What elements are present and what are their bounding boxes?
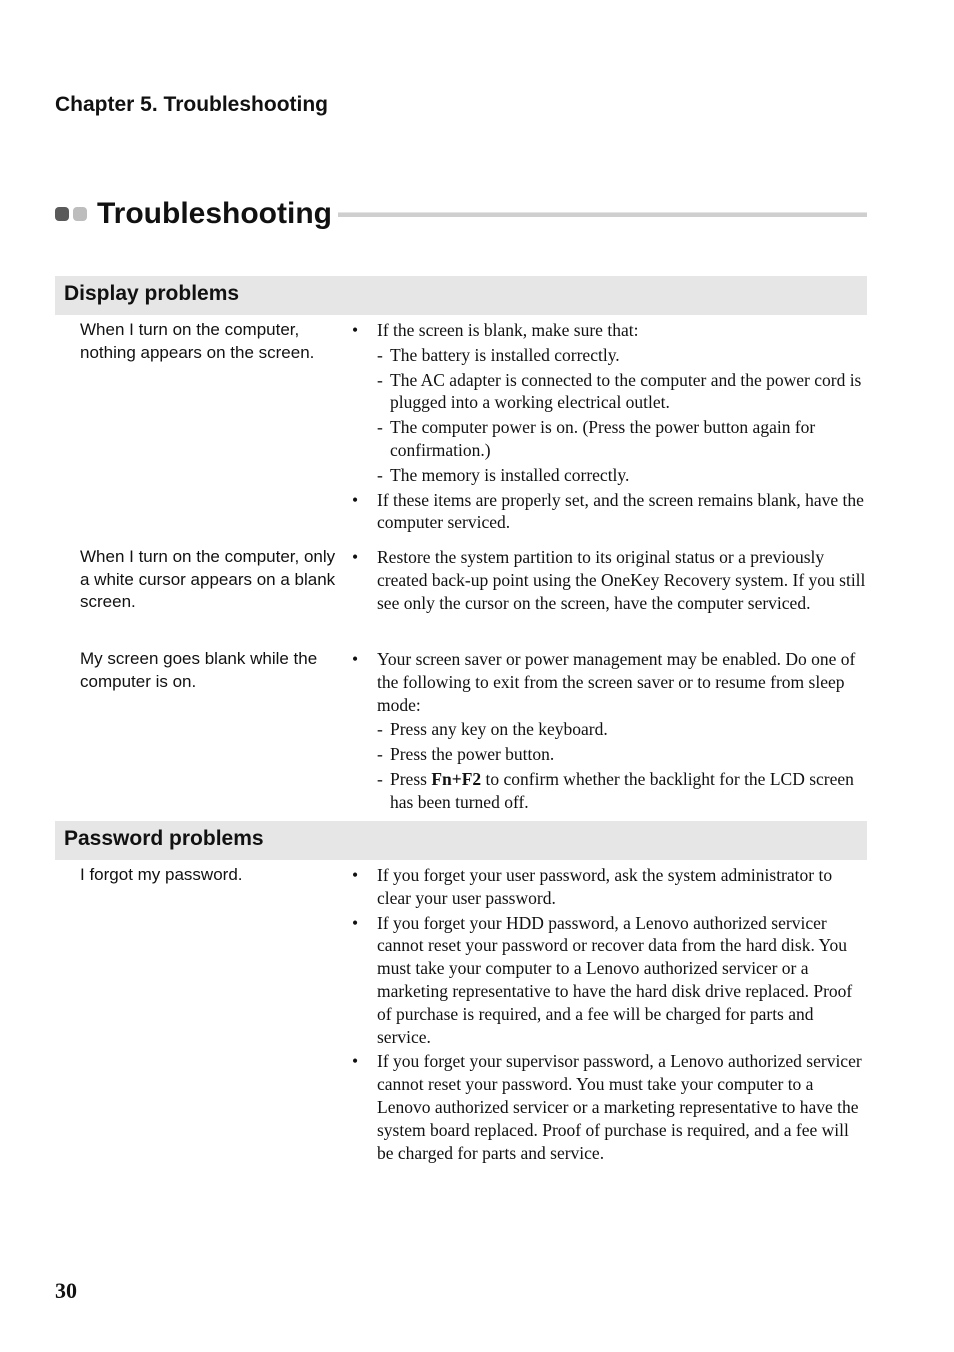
bullet-item: • If the screen is blank, make sure that: bbox=[352, 320, 639, 340]
dash-item: - Press the power button. bbox=[377, 744, 555, 765]
problem-answer bbox=[349, 319, 869, 534]
title-bullet-light-icon bbox=[73, 207, 87, 221]
section-heading: Password problems bbox=[64, 827, 264, 850]
bullet-item: • If you forget your HDD password, a Lenovo authorized servicer cannot reset your password or recover data from the hard disk. You must take your computer to a Lenovo authorized servicer or a marketing representative to have the hard disk drive replaced. Proof of purchase is required, and a fee will be charged for parts and service. bbox=[352, 912, 853, 1047]
dash-item: - The memory is installed correctly. bbox=[377, 464, 630, 485]
chapter-heading: Chapter 5. Troubleshooting bbox=[55, 93, 329, 116]
bullet-item: • If you forget your user password, ask the system administrator to clear your user password. bbox=[352, 865, 833, 908]
bullet-item: • Restore the system partition to its original status or a previously created back-up point using the OneKey Recovery system. If you still see only the cursor on the screen, have the computer serviced. bbox=[352, 547, 866, 613]
problem-question: I forgot my password. bbox=[80, 865, 243, 884]
problem-answer bbox=[349, 546, 869, 614]
key-combo: Fn+F2 bbox=[431, 768, 482, 789]
page-number: 30 bbox=[55, 1278, 77, 1303]
problem-answer bbox=[349, 864, 869, 1164]
problem-answer bbox=[349, 648, 869, 814]
title-bullet-dark-icon bbox=[55, 207, 69, 221]
problem-question: My screen goes blank while the computer is on. bbox=[80, 649, 318, 691]
bullet-item: • If these items are properly set, and the screen remains blank, have the computer serviced. bbox=[352, 489, 864, 533]
dash-item: - The AC adapter is connected to the computer and the power cord is plugged into a working electrical outlet. bbox=[377, 369, 862, 413]
section-display-problems bbox=[55, 276, 867, 315]
page-title: Troubleshooting bbox=[97, 197, 332, 230]
problem-question: When I turn on the computer, only a white cursor appears on a blank screen. bbox=[80, 547, 336, 611]
section-heading: Display problems bbox=[64, 282, 240, 305]
dash-item: - The computer power is on. (Press the power button again for confirmation.) bbox=[377, 417, 816, 460]
dash-item: - Press Fn+F2 to confirm whether the backlight for the LCD screen has been turned off. bbox=[377, 768, 854, 812]
section-password-problems bbox=[55, 821, 867, 860]
bullet-item: • Your screen saver or power management may be enabled. Do one of the following to exit from the screen saver or to resume from sleep mode: bbox=[352, 649, 856, 715]
title-rule bbox=[338, 212, 867, 217]
dash-item: - Press any key on the keyboard. bbox=[377, 719, 608, 740]
dash-item: - The battery is installed correctly. bbox=[377, 344, 620, 365]
bullet-item: • If you forget your supervisor password, a Lenovo authorized servicer cannot reset your password. You must take your computer to a Lenovo authorized servicer or a marketing representative to have the system board replaced. Proof of purchase is required, and a fee will be charged for parts and service. bbox=[352, 1051, 862, 1163]
title-row bbox=[55, 196, 867, 232]
problem-question: When I turn on the computer, nothing appears on the screen. bbox=[80, 320, 315, 362]
